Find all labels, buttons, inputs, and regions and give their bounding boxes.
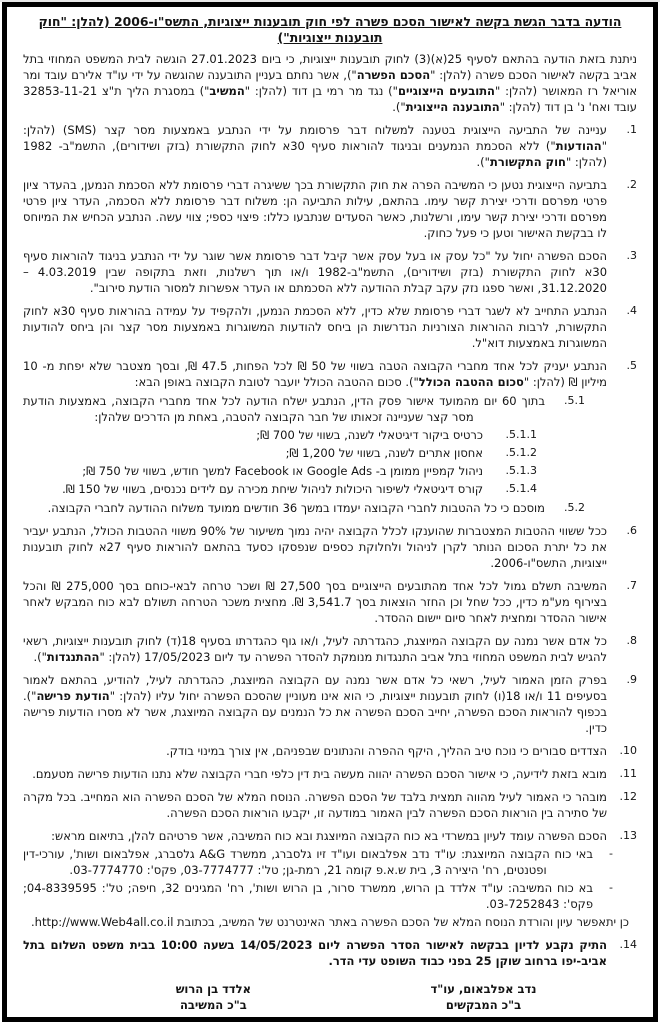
section-number: 5.1.4. [505,482,537,495]
section-number: 13. [619,829,637,842]
section-text: עניינה של התביעה הייצוגית בטענה למשלוח דבר פרסומת על ידי הנתבע באמצעות מסר קצר (SMS) (להלן: "ההודעות") ללא הסכמת הנמענים ובניגוד להוראות סעיף 30א לחוק התקשורת (בזק ושידורים), התשמ"ב- 1982 (להלן: "חוק התקשורת"). [23,123,607,169]
section-item-5-1 [23,393,585,425]
section-item-5-1-4 [23,481,537,497]
dash-bullet: - [609,847,613,860]
section-text: אחסון אתרים לשנה, בשווי של 1,200 ₪; [285,446,483,460]
section-item-5-1-3 [23,463,537,479]
counsel-item-respondent [23,880,613,912]
signature-respondent-counsel [97,981,330,1013]
section-item-5-2 [23,500,585,516]
settlement-notice-page [2,2,658,1022]
section-item-14 [23,937,637,969]
section-text: הנתבע יעניק לכל אחד מחברי הקבוצה הטבה בשווי של 50 ₪ לכל הפחות, 47.5 ₪, ובסך מצטבר שלא יפחת מ- 10 מיליון ₪ (להלן: "סכום ההטבה הכולל"). סכום ההטבה הכולל יועבר לטובת הקבוצה באופן הבא: [23,359,607,389]
section-number: 5. [626,359,637,372]
section-item-9 [23,672,637,736]
section-item-7 [23,578,637,626]
section-text: הצדדים סבורים כי נוכח טיב ההליך, היקף ההפרה והנתונים שבפניהם, אין צורך במינוי בודק. [166,744,607,758]
section-number: 11. [619,767,637,780]
website-note: כן יתאפשר עיון והורדת הנוסח המלא של הסכם הפשרה באתר האינטרנט של המשיב, בכתובת http://www.Web4all.co.il. [31,915,629,929]
section-item-5 [23,358,637,390]
section-item-11 [23,766,637,782]
section-text: מובהר כי האמור לעיל מהווה תמצית בלבד של הסכם הפשרה. הנוסח המלא של הסכם הפשרה הוא המחייב. בכל מקרה של סתירה בין הוראות הסכם הפשרה לבין האמור במודעה זו, יקבעו הוראות הסכם הפשרה. [23,790,607,820]
notice-title: הודעה בדבר הגשת בקשה לאישור הסכם פשרה לפי חוק תובענות ייצוגיות, התשס"ו-2006 (להלן: "חוק תובענות ייצוגיות") [38,14,622,45]
section-item-8 [23,633,637,665]
section-text: בתביעה הייצוגית נטען כי המשיבה הפרה את חוק התקשורת בכך ששיגרה דברי פרסומת ללא הסכמת הנמען, בהעדר ציון פרטי מפרסם ודרכי יצירת קשר עימו. בהתאם, עילות התביעה הן: משלוח דבר פרסומת ללא הסכמה, העדר ציון פרטי מפרסם ודרכי יצירת קשר עימו, ורשלנות, כאשר הסעדים שנתבעו כללו: פיצוי כספי; צווי עשה. הנתבע הכחיש את המיוחס לו בבקשת האישור וטען כי פעל כחוק. [23,178,607,240]
section-text: הסכם הפשרה יחול על "כל עסק או בעל עסק אשר קיבל דבר פרסומת אשר שוגר על ידי הנתבע בניגוד להוראות סעיף 30א לחוק התקשורת (בזק ושידורים), התשמ"ב-1982 ו/או תוך רשלנות, וזאת בתקופה שבין 4.03.2019 – 31.12.2020, ואשר ספגו נזק עקב קבלת ההודעה ללא הסכמתם או העדר אפשרות למסור הודעת סירוב". [23,249,608,295]
section-text: כל אדם אשר נמנה עם הקבוצה המיוצגת, כהגדרתה לעיל, ו/או גוף כהגדרתו בסעיף 18(ד) לחוק תובענות ייצוגיות, רשאי להגיש לבית המשפט המחוזי בתל אביב התנגדות מנומקת להסדר הפשרה עד ליום 17/05/2023 (להלן: "ההתנגדות"). [23,634,607,664]
section-item-6 [23,523,637,571]
section-number: 9. [626,673,637,686]
section-item-10 [23,743,637,759]
section-text: ככל ששווי ההטבות המצטברות שהוענקו לכלל הקבוצה יהיה נמוך משיעור של 90% משווי ההטבות הכולל, הנתבע יעביר את כל יתרת הסכום הנותר לקרן לניהול ולחלוקת כספים שנפסקו כסעד בהתאם להוראות סעיף 27א לחוק תובענות ייצוגיות, התשס"ו-2006. [23,524,608,570]
section-item-12 [23,789,637,821]
section-number: 5.1. [564,394,585,407]
signatory-role: ב"כ המשיבה [179,998,247,1012]
section-text: בא כוח המשיבה: עו"ד אלדד בן הרוש, ממשרד סרור, בן הרוש ושות', רח' המגינים 32, חיפה; טל': 04-8339595; פקס': 03-7252843. [23,881,593,911]
signatory-name: נדב אפלבאום, עו"ד [430,982,537,996]
section-number: 4. [626,304,637,317]
signatory-name: אלדד בן הרוש [175,982,251,996]
section-number: 2. [626,178,637,191]
signature-petitioners-counsel [330,981,637,1013]
section-text: בתוך 60 יום מהמועד אישור פסק הדין, הנתבע ישלח הודעה לכל אחד מחברי הקבוצה, באמצעות הודעת מסר קצר שעניינה זכאותו של חבר הקבוצה להטבה, באחת מן הדרכים שלהלן: [23,394,545,424]
section-item-4 [23,303,637,351]
section-text: מובא בזאת לידיעה, כי אישור הסכם הפשרה יהווה מעשה בית דין כלפי חברי הקבוצה שלא נתנו הודעות פרישה מטעמם. [32,767,607,781]
dash-bullet: - [609,881,613,894]
section-item-3 [23,248,637,296]
section-text: מוסכם כי כל ההטבות לחברי הקבוצה יעמדו במשך 36 חודשים ממועד משלוח ההודעה לחברי הקבוצה. [47,501,545,515]
section-text: המשיבה תשלם גמול לכל אחד מהתובעים הייצוגיים בסך 27,500 ₪ ושכר טרחה לבאי-כוחם בסך 275,000 ₪ והכל בצירוף מע"מ כדין, ככל שחל וכן החזר הוצאות בסך 3,541.7 ₪. מחצית משכר הטרחה תשולם לבא כוח המבקש לאחר אישור ההסדר ומחצית לאחר סיום יישום ההסדר. [23,579,607,625]
section-text: בפרק הזמן האמור לעיל, רשאי כל אדם אשר נמנה עם הקבוצה המיוצגת, כהגדרתה לעיל, להודיע, בהתאם לאמור בסעיפים 11 ו/או 18(ו) לחוק תובענות ייצוגיות, כי הוא אינו מעוניין שהסכם הפשרה יחול עליו (להלן: "הודעת פרישה"). בכפוף להוראות הסכם הפשרה, יחייב הסכם הפשרה את כל הנמנים עם הקבוצה המיוצגת, אשר לא מסרו הודעות פרישה כדין. [23,673,608,735]
section-text: ניהול קמפיין ממומן ב- Google Ads או Facebook למשך חודש, בשווי של 750 ₪; [82,464,483,478]
signature-block [23,981,637,1013]
signatory-role: ב"כ המבקשים [445,998,522,1012]
section-item-5-1-2 [23,445,537,461]
section-item-2 [23,177,637,241]
section-text: הסכם הפשרה עומד לעיון במשרדי בא כוח הקבוצה המיוצגת ובא כוח המשיבה, אשר פרטיהם להלן, בתיאום מראש: [51,829,607,843]
intro-paragraph: ניתנת בזאת הודעה בהתאם לסעיף 25(א)(3) לחוק תובענות ייצוגיות, כי ביום 27.01.2023 הוגשה לבית המשפט המחוזי בתל אביב בקשה לאישור הסכם פשרה (להלן: "הסכם הפשרה"), אשר נחתם בעניין התובענה שהוגשה על ידי עו"ד אלירם עובד ומר אוריאל רז המאושר (להלן: "התובעים הייצוגיים") נגד מר רמי בן דוד (להלן: "המשיב") במסגרת הליך ת"צ 32853-11-21 עובד ואח' נ' בן דוד (להלן: "התובענה הייצוגית"). [23,52,638,114]
section-number: 3. [626,249,637,262]
section-number: 14. [619,938,637,951]
section-text: באי כוח הקבוצה המיוצגת: עו"ד נדב אפלבאום ועו"ד זיו גלסברג, ממשרד A&G גלסברג, אפלבאום ושות', עורכי-דין ופטנטים, רח' היצירה 3, בית ש.א.פ קומה 21, רמת-גן; טל': 03-7774777, פקס': 03-7774770. [23,847,593,877]
section-number: 6. [626,524,637,537]
section-text: הנתבע התחייב לא לשגר דברי פרסומת שלא כדין, ללא הסכמת הנמען, ולהקפיד על עמידה בהוראות סעיף 30א לחוק התקשורת, לרבות ההוראות הצורניות הנדרשות הן ביחס להודעות המשוגרות באמצעות מסר קצר והן ביחס להודעות המשוגרות באמצעות דוא"ל. [23,304,607,350]
section-number: 12. [619,790,637,803]
section-text: קורס דיגיטאלי לשיפור היכולות לניהול שיחת מכירה עם לידים נכנסים, בשווי של 150 ₪. [62,482,483,496]
section-item-5-1-1 [23,427,537,443]
section-number: 5.1.3. [505,464,537,477]
section-number: 7. [626,579,637,592]
section-number: 8. [626,634,637,647]
section-text: התיק נקבע לדיון בבקשה לאישור הסדר הפשרה ליום 14/05/2023 בשעה 10:00 בבית משפט השלום בתל אביב-יפו ברחוב שוקן 25 בפני כבוד השופט עדי הדר. [23,938,607,968]
section-number: 5.1.2. [505,446,537,459]
section-number: 1. [626,123,637,136]
section-number: 5.2. [564,501,585,514]
section-item-1 [23,122,637,170]
section-number: 10. [619,744,637,757]
section-number: 5.1.1. [505,428,537,441]
section-text: כרטיס ביקור דיגיטאלי לשנה, בשווי של 700 ₪; [256,428,483,442]
counsel-item-petitioners [23,846,613,878]
section-item-13 [23,828,637,844]
